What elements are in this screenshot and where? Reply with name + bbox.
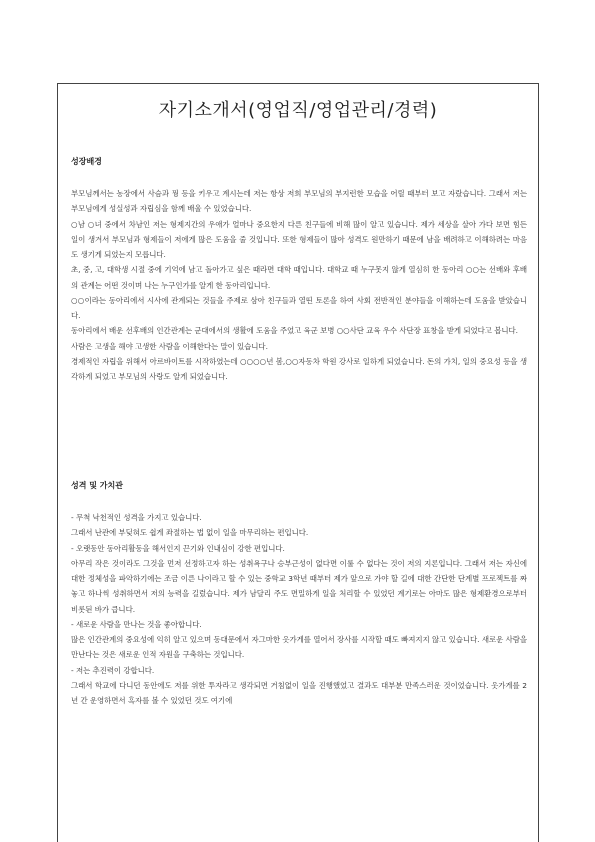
paragraph: 경제적인 자립을 위해서 아르바이트를 시작하였는데 ○○○○년 봄,○○자동차 학원 강사로 일하게 되었습니다. 돈의 가치, 일의 중요성 등을 생각하게 되었고 부모님의 사랑도 알게 되었습니다. xyxy=(71,356,527,381)
paragraph: ○○이라는 동아리에서 시사에 관계되는 것들을 주제로 삼아 친구들과 열띤 토론을 하여 사회 전반적인 분야들을 이해하는데 도움을 받았습니다. xyxy=(71,295,527,320)
section-personality-values xyxy=(71,480,527,708)
paragraph: 그래서 난관에 부딪혀도 쉽게 좌절하는 법 없이 일을 마무리하는 편입니다. xyxy=(71,528,309,538)
paragraph: - 새로운 사람을 만나는 것을 좋아합니다. xyxy=(71,619,202,629)
paragraph: 부모님께서는 농장에서 사슴과 꿩 등을 키우고 계시는데 저는 항상 저희 부모님의 부지런한 모습을 어릴 때부터 보고 자랐습니다. 그래서 저는 부모님에게 성실성과 자립심을 함께 배울 수 있었습니다. xyxy=(71,189,527,214)
section-growth-background xyxy=(71,156,527,384)
paragraph: - 무척 낙천적인 성격을 가지고 있습니다. xyxy=(71,513,202,522)
section-heading: 성격 및 가치관 xyxy=(71,481,123,490)
paragraph: 많은 인간관계의 중요성에 익히 알고 있으며 동대문에서 자그마한 옷가게를 열어서 장사를 시작할 때도 빠져지지 않고 있습니다. 새로운 사람을 만난다는 것은 새로운 인적 자원을 구축하는 것입니다. xyxy=(71,635,527,660)
paragraph: 사람은 고생을 해야 고생한 사람을 이해한다는 말이 있습니다. xyxy=(71,341,268,351)
paragraph: ○남 ○녀 중에서 차남인 저는 형제지간의 우애가 얼마나 중요한지 다른 친구들에 비해 많이 알고 있습니다. 제가 세상을 살아 가다 보면 힘든 일이 생겨서 부모님과 형제들이 저에게 많은 도움을 줄 것입니다. 또한 형제들이 많아 성격도 원만하기 때문에 남을 배려하고 이해하려는 마음도 생기게 되었는지 모릅니다. xyxy=(71,219,527,259)
document-title: 자기소개서(영업직/영업관리/경력) xyxy=(158,100,438,121)
paragraph: 아무리 작은 것이라도 그것을 먼저 선정하고자 하는 성취욕구나 승부근성이 없다면 이룰 수 없다는 것이 저의 지론입니다. 그래서 저는 자신에 대한 정체성을 파악하기에는 조금 이른 나이라고 할 수 있는 중학교 3학년 때부터 제가 앞으로 가야 할 길에 대한 간단한 단계별 프로젝트를 짜놓고 하나씩 성취하면서 저의 능력을 길렀습니다. 제가 남달리 주도 면밀하게 일을 처리할 수 있었던 계기로는 아마도 많은 형제환경으로부터 비롯된 바가 큽니다. xyxy=(71,558,527,614)
paragraph: 초, 중, 고, 대학생 시절 중에 기억에 남고 돌아가고 싶은 때라면 대학 때입니다. 대학교 때 누구못지 않게 열심히 한 동아리 ○○는 선배와 후배의 관계는 어떤 것이며 나는 누구인가를 알게 한 동아리입니다. xyxy=(71,265,527,290)
paragraph: - 오랫동안 동아리활동을 해서인지 끈기와 인내심이 강한 편입니다. xyxy=(71,543,285,553)
paragraph: 그래서 학교에 다니던 동안에도 저를 위한 투자라고 생각되면 거침없이 일을 진행했었고 결과도 대부분 만족스러운 것이었습니다. 옷가게를 2년 간 운영하면서 흑자를 볼 수 있었던 것도 여기에 xyxy=(71,680,527,705)
section-heading: 성장배경 xyxy=(71,157,102,166)
paragraph: - 저는 추진력이 강합니다. xyxy=(71,665,155,675)
paragraph: 동아리에서 배운 선후배의 인간관계는 군대에서의 생활에 도움을 주었고 육군 보병 ○○사단 교육 우수 사단장 표창을 받게 되었다고 봅니다. xyxy=(71,326,518,336)
